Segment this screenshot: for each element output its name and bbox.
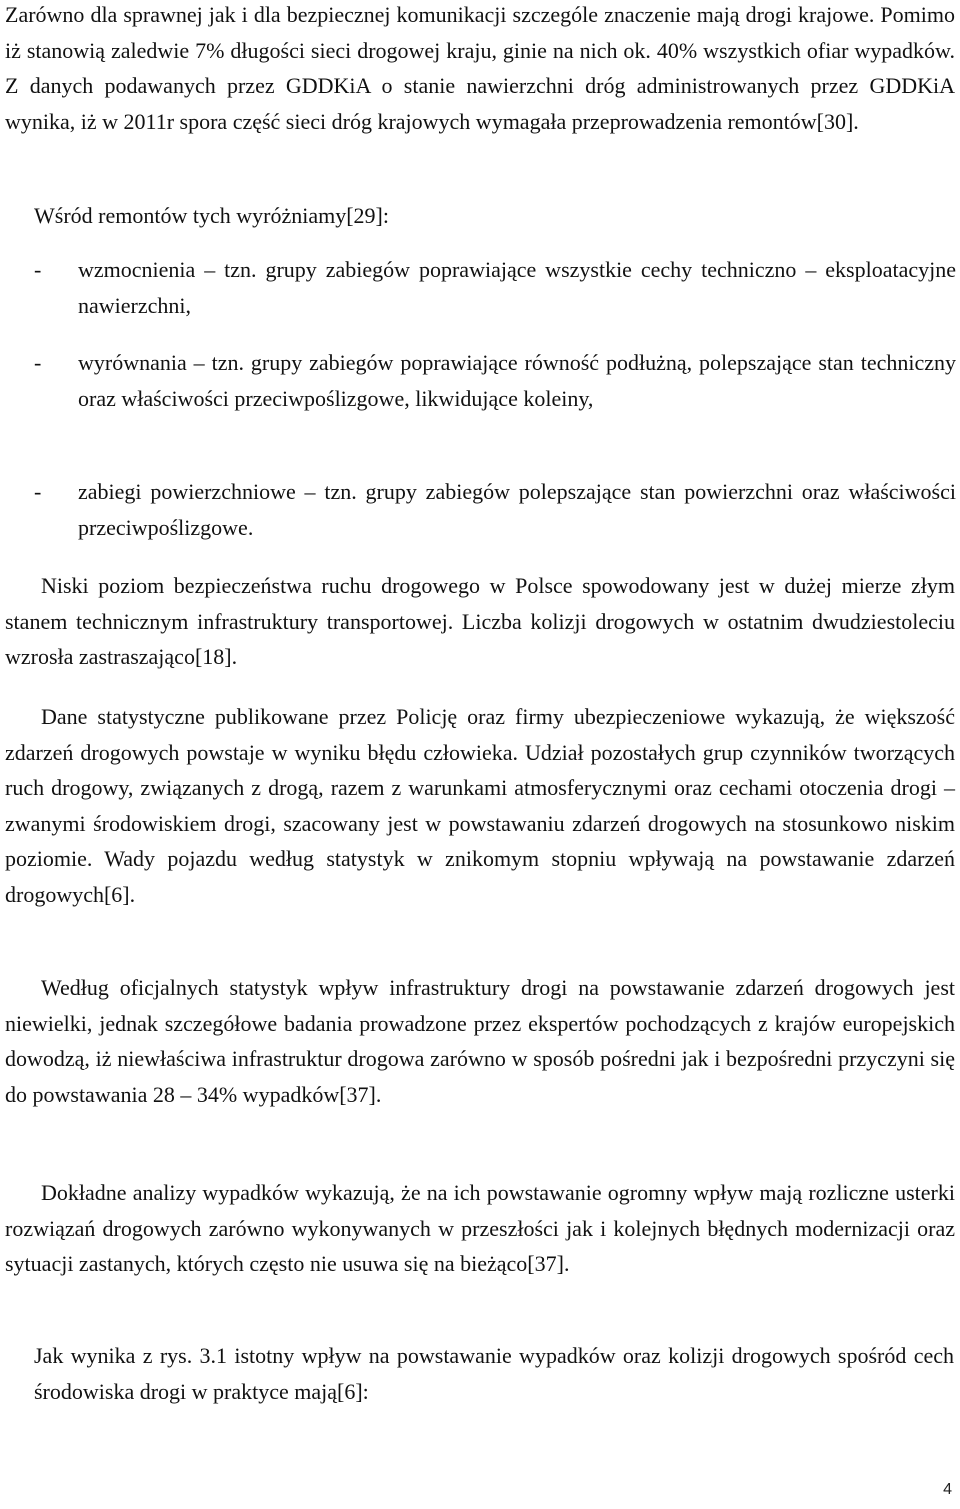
list-item-text: wzmocnienia – tzn. grupy zabiegów poprawiające wszystkie cechy techniczno – eksploatacyjne nawierzchni, <box>78 257 956 318</box>
list-item-wzmocnienia <box>34 252 956 323</box>
paragraph-dane-statystyczne: Dane statystyczne publikowane przez Policję oraz firmy ubezpieczeniowe wykazują, że większość zdarzeń drogowych powstaje w wyniku błędu człowieka. Udział pozostałych grup czynników tworzących ruch drogowy, związanych z drogą, razem z warunkami atmosferycznymi oraz cechami otoczenia drogi – zwanymi środowiskiem drogi, szacowany jest w powstawaniu zdarzeń drogowych na stosunkowo niskim poziomie. Wady pojazdu według statystyk w znikomym stopniu wpływają na powstawanie zdarzeń drogowych[6]. <box>5 704 955 907</box>
paragraph-niski-poziom: Niski poziom bezpieczeństwa ruchu drogowego w Polsce spowodowany jest w dużej mierze złym stanem technicznym infrastruktury transportowej. Liczba kolizji drogowych w ostatnim dwudziestoleciu wzrosła zastraszająco[18]. <box>5 573 955 670</box>
page-number: 4 <box>943 1481 952 1498</box>
list-dash: - <box>34 350 42 375</box>
list-dash: - <box>34 479 42 504</box>
list-item-text: wyrównania – tzn. grupy zabiegów poprawiające równość podłużną, polepszające stan techniczny oraz właściwości przeciwpoślizgowe, likwidujące koleiny, <box>78 350 956 411</box>
paragraph-jak-wynika: Jak wynika z rys. 3.1 istotny wpływ na powstawanie wypadków oraz kolizji drogowych spośród cech środowiska drogi w praktyce mają[6]: <box>34 1343 954 1404</box>
paragraph-dokladne-analizy: Dokładne analizy wypadków wykazują, że na ich powstawanie ogromny wpływ mają rozliczne usterki rozwiązań drogowych zarówno wykonywanych w przeszłości jak i kolejnych błędnych modernizacji oraz sytuacji zastanych, których często nie usuwa się na bieżąco[37]. <box>5 1180 955 1277</box>
list-dash: - <box>34 257 42 282</box>
list-item-wyrownania <box>34 345 956 416</box>
paragraph-wedlug-statystyk: Według oficjalnych statystyk wpływ infrastruktury drogi na powstawanie zdarzeń drogowych jest niewielki, jednak szczegółowe badania prowadzone przez ekspertów pochodzących z krajów europejskich dowodzą, iż niewłaściwa infrastruktur drogowa zarówno w sposób pośredni jak i bezpośredni przyczyni się do powstawania 28 – 34% wypadków[37]. <box>5 975 955 1107</box>
paragraph-list-intro: Wśród remontów tych wyróżniamy[29]: <box>34 203 389 228</box>
list-item-text: zabiegi powierzchniowe – tzn. grupy zabiegów polepszające stan powierzchni oraz właściwości przeciwpoślizgowe. <box>78 479 956 540</box>
list-item-zabiegi-powierzchniowe <box>34 474 956 545</box>
paragraph-drogi-krajowe: Zarówno dla sprawnej jak i dla bezpiecznej komunikacji szczególe znaczenie mają drogi krajowe. Pomimo iż stanowią zaledwie 7% długości sieci drogowej kraju, ginie na nich ok. 40% wszystkich ofiar wypadków. Z danych podawanych przez GDDKiA o stanie nawierzchni dróg administrowanych przez GDDKiA wynika, iż w 2011r spora część sieci dróg krajowych wymagała przeprowadzenia remontów[30]. <box>5 2 955 134</box>
